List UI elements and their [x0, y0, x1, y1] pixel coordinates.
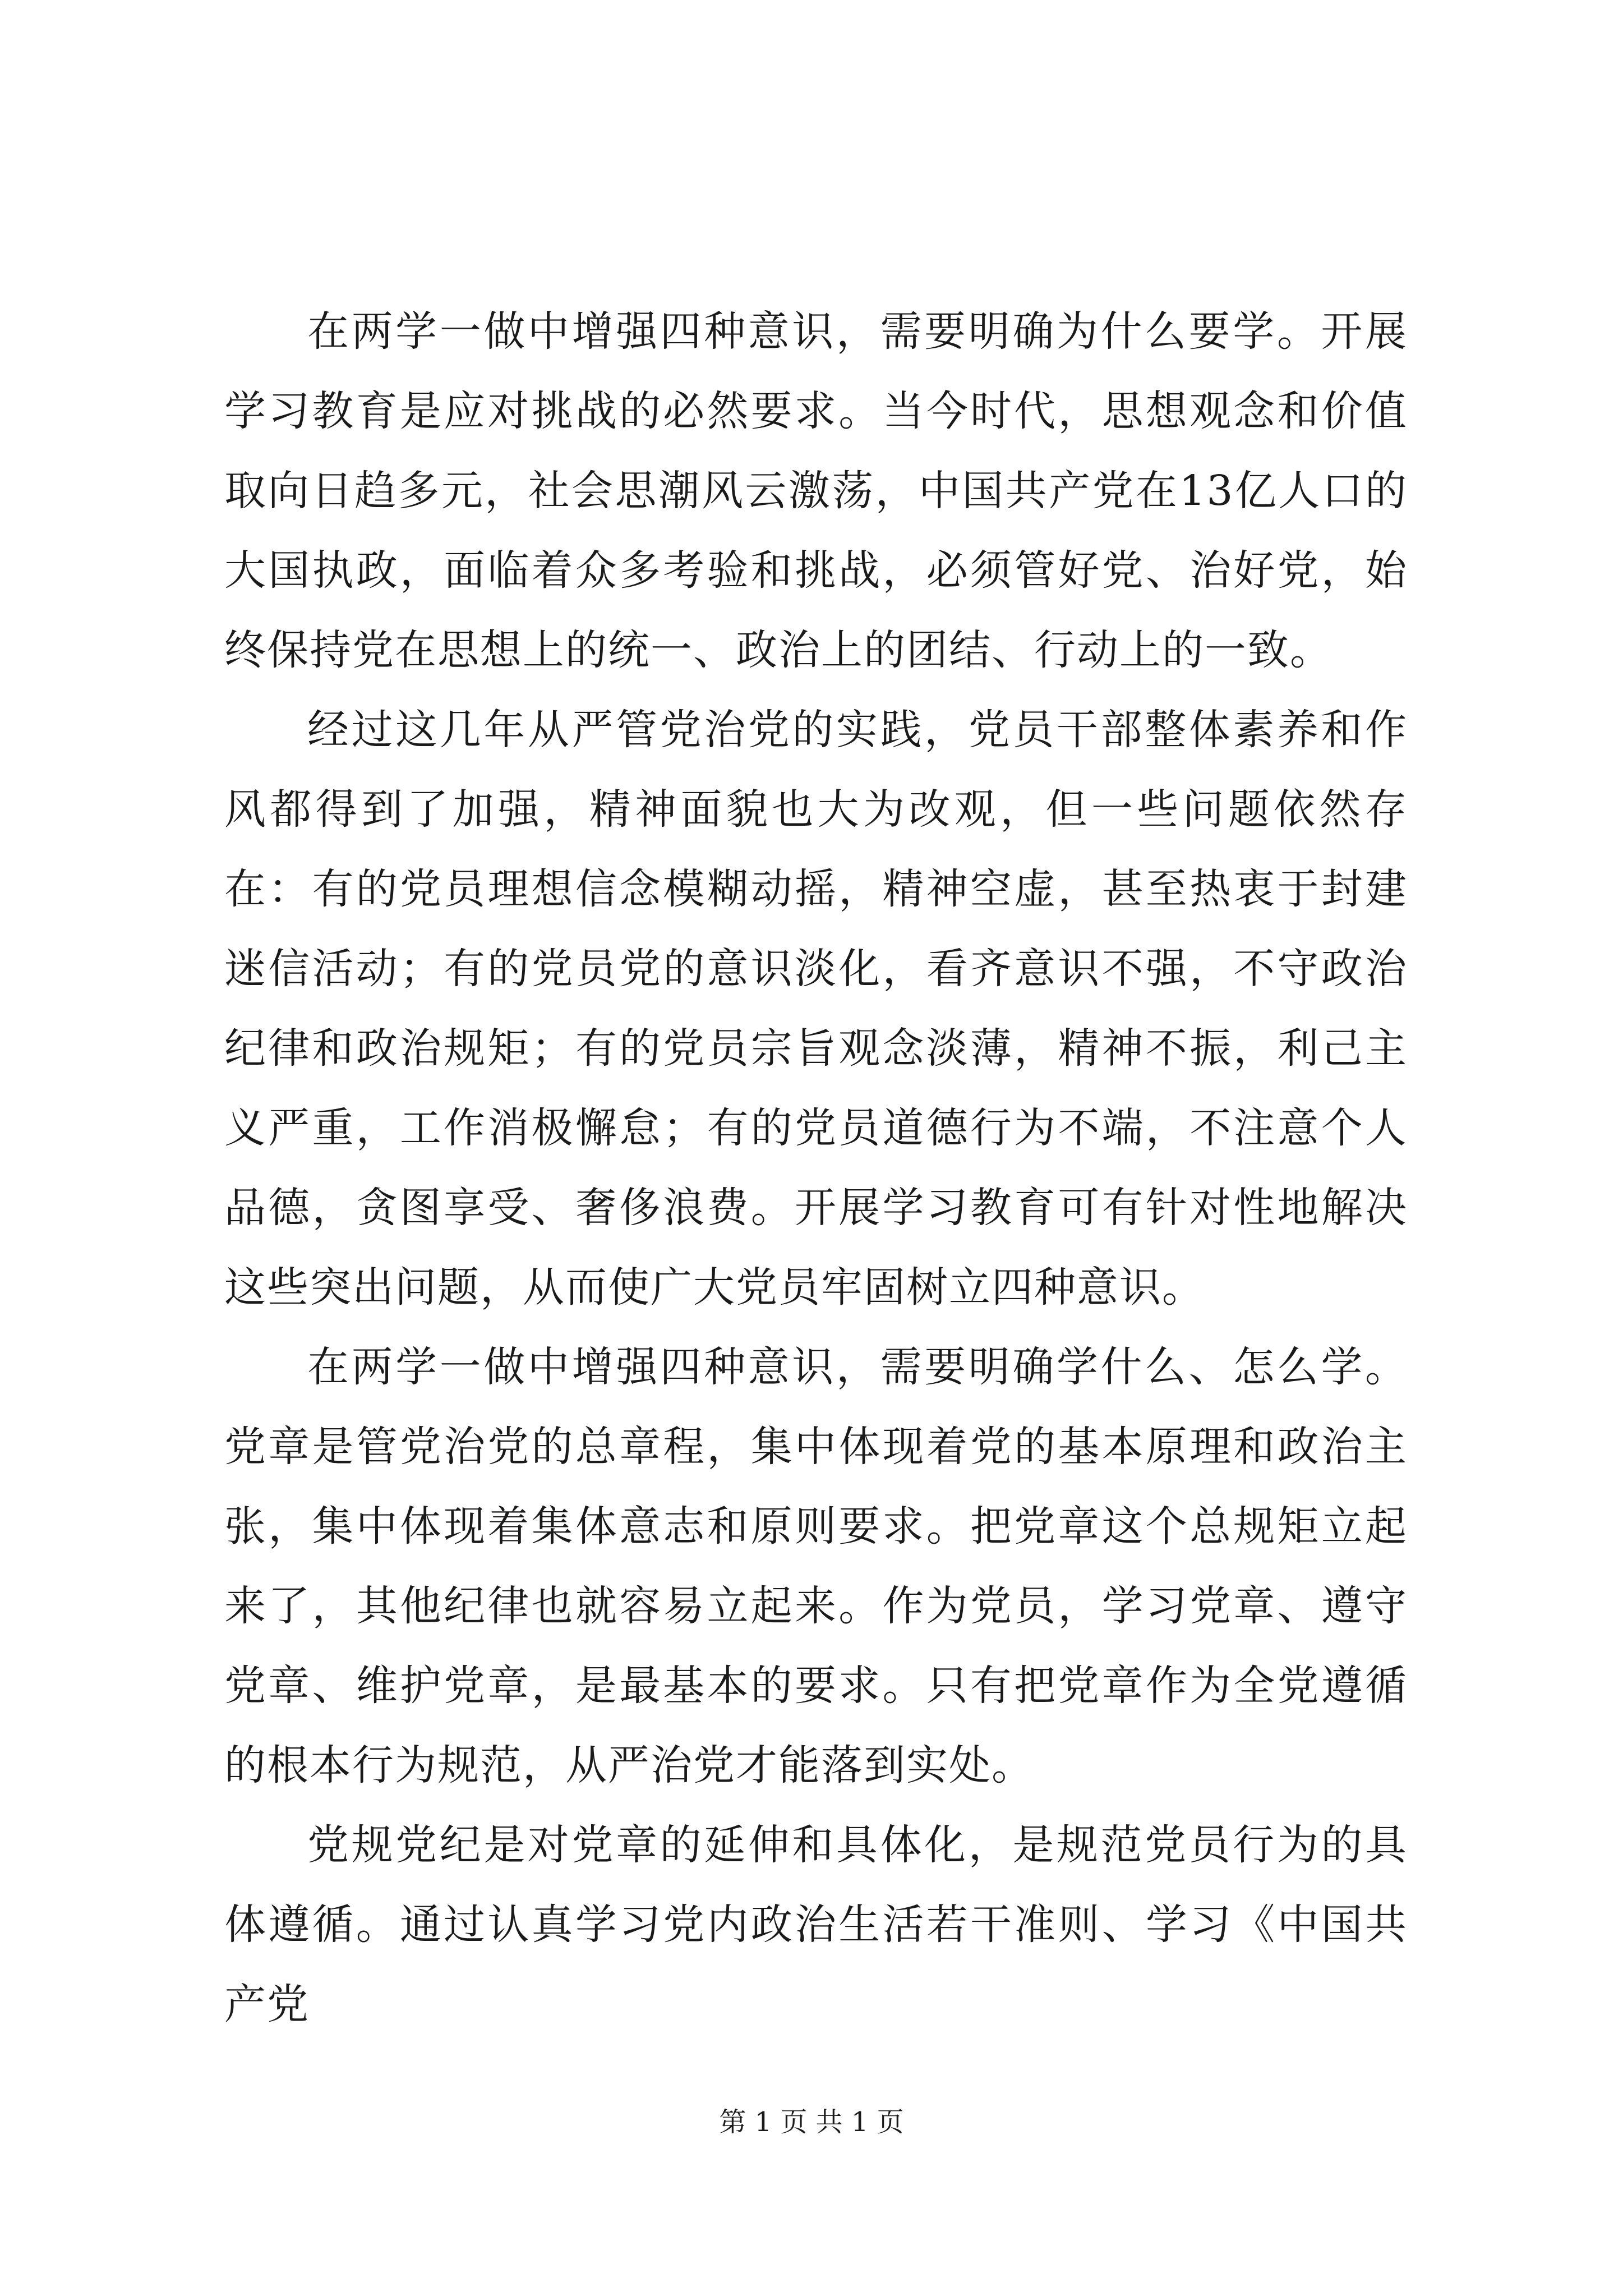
document-body [224, 292, 1408, 2044]
paragraph-3: 在两学一做中增强四种意识，需要明确学什么、怎么学。党章是管党治党的总章程，集中体现着党的基本原理和政治主张，集中体现着集体意志和原则要求。把党章这个总规矩立起来了，其他纪律也就容易立起来。作为党员，学习党章、遵守党章、维护党章，是最基本的要求。只有把党章作为全党遵循的根本行为规范，从严治党才能落到实处。 [224, 1343, 1408, 1789]
paragraph-2: 经过这几年从严管党治党的实践，党员干部整体素养和作风都得到了加强，精神面貌也大为改观，但一些问题依然存在：有的党员理想信念模糊动摇，精神空虚，甚至热衷于封建迷信活动；有的党员党的意识淡化，看齐意识不强，不守政治纪律和政治规矩；有的党员宗旨观念淡薄，精神不振，利己主义严重，工作消极懈怠；有的党员道德行为不端，不注意个人品德，贪图享受、奢侈浪费。开展学习教育可有针对性地解决这些突出问题，从而使广大党员牢固树立四种意识。 [224, 706, 1408, 1312]
paragraph-1: 在两学一做中增强四种意识，需要明确为什么要学。开展学习教育是应对挑战的必然要求。当今时代，思想观念和价值取向日趋多元，社会思潮风云激荡，中国共产党在13亿人口的大国执政，面临着众多考验和挑战，必须管好党、治好党，始终保持党在思想上的统一、政治上的团结、行动上的一致。 [224, 307, 1408, 674]
paragraph-4: 党规党纪是对党章的延伸和具体化，是规范党员行为的具体遵循。通过认真学习党内政治生活若干准则、学习《中国共产党 [224, 1821, 1408, 2028]
page-footer: 第 1 页 共 1 页 [719, 2106, 904, 2138]
